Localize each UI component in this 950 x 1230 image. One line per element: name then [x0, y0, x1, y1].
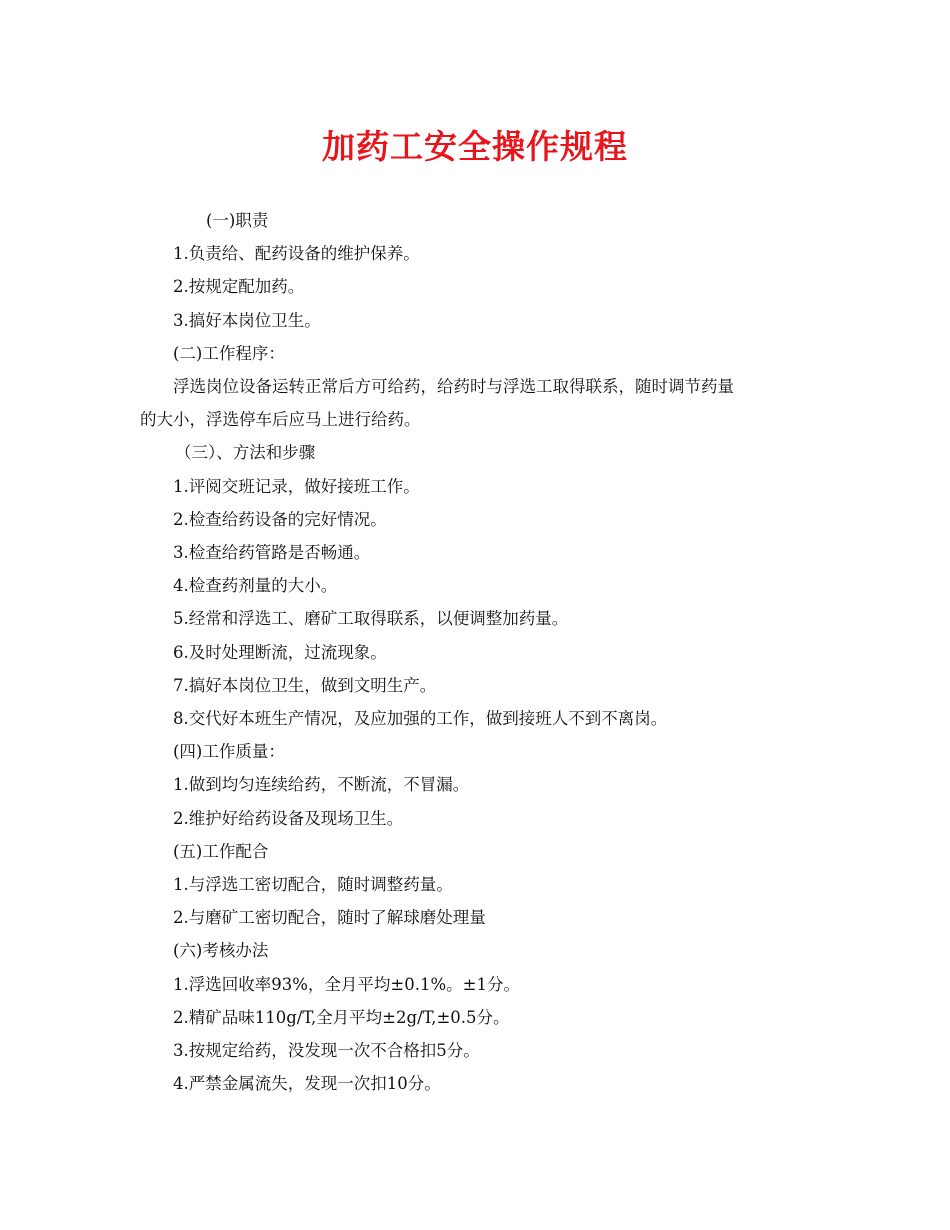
list-item: 2.与磨矿工密切配合，随时了解球磨处理量	[173, 908, 486, 928]
list-item: 1.负责给、配药设备的维护保养。	[173, 244, 420, 264]
section-heading: (一)职责	[206, 211, 269, 230]
section-heading: (六)考核办法	[173, 941, 269, 961]
list-item: 2.检查给药设备的完好情况。	[173, 509, 387, 529]
list-item: 7.搞好本岗位卫生，做到文明生产。	[173, 675, 437, 695]
list-item: 6.及时处理断流，过流现象。	[173, 642, 387, 662]
list-item: 5.经常和浮选工、磨矿工取得联系，以便调整加药量。	[173, 609, 569, 629]
section-heading: (五)工作配合	[173, 841, 269, 861]
list-item: 2.精矿品味110g/T,全月平均±2g/T,±0.5分。	[173, 1007, 510, 1027]
list-item: 2.按规定配加药。	[173, 277, 305, 297]
section-heading: (二)工作程序：	[173, 343, 285, 363]
document-title: 加药工安全操作规程	[322, 127, 628, 166]
list-item: 2.维护好给药设备及现场卫生。	[173, 808, 404, 828]
paragraph-line: 的大小，浮选停车后应马上进行给药。	[140, 410, 421, 430]
list-item: 3.按规定给药，没发现一次不合格扣5分。	[173, 1041, 480, 1061]
list-item: 4.严禁金属流失，发现一次扣10分。	[173, 1074, 441, 1094]
paragraph-line: 浮选岗位设备运转正常后方可给药，给药时与浮选工取得联系，随时调节药量	[173, 377, 734, 397]
list-item: 1.浮选回收率93%，全月平均±0.1%。±1分。	[173, 974, 520, 994]
section-heading: (四)工作质量：	[173, 742, 285, 762]
list-item: 1.与浮选工密切配合，随时调整药量。	[173, 875, 453, 895]
list-item: 4.检查药剂量的大小。	[173, 576, 338, 596]
list-item: 1.评阅交班记录，做好接班工作。	[173, 476, 420, 496]
list-item: 3.检查给药管路是否畅通。	[173, 543, 371, 563]
list-item: 8.交代好本班生产情况，及应加强的工作，做到接班人不到不离岗。	[173, 709, 668, 729]
list-item: 1.做到均匀连续给药，不断流，不冒漏。	[173, 775, 470, 795]
section-heading: （三）、方法和步骤	[175, 443, 316, 463]
document-body	[140, 204, 820, 1100]
list-item: 3.搞好本岗位卫生。	[173, 310, 321, 330]
